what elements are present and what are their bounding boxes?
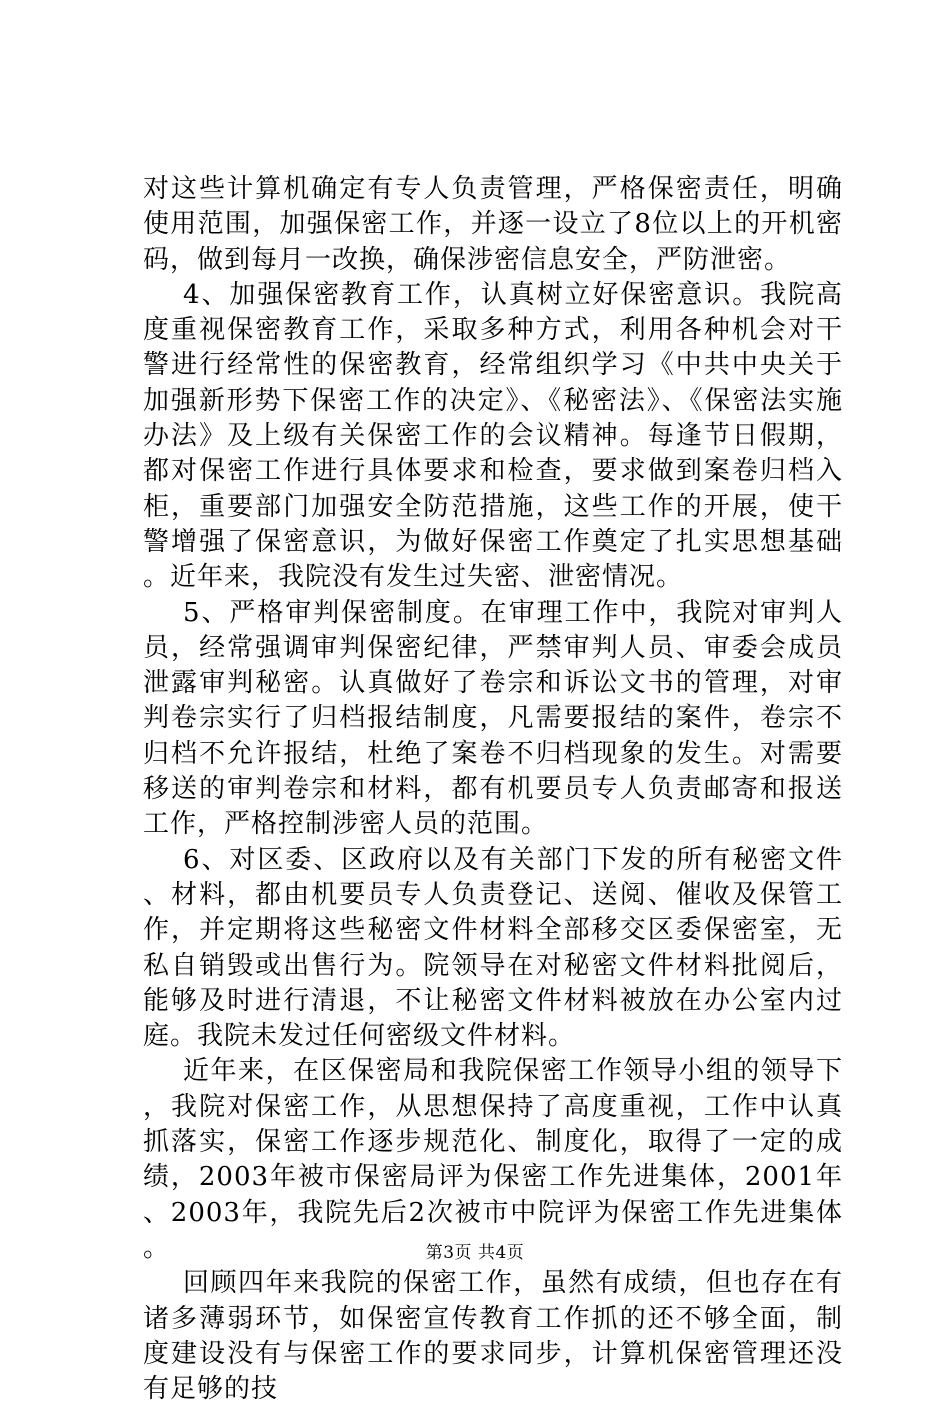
paragraph-review-weaknesses: 回顾四年来我院的保密工作，虽然有成绩，但也存在有诸多薄弱环节，如保密宣传教育工作抓的还不够全面，制度建设没有与保密工作的要求同步，计算机保密管理还没有足够的技 xyxy=(143,1268,843,1405)
paragraph-recent-achievements: 近年来，在区保密局和我院保密工作领导小组的领导下，我院对保密工作，从思想保持了高度重视，工作中认真抓落实，保密工作逐步规范化、制度化，取得了一定的成绩，2003年被市保密局评为保密工作先进集体，2001年、2003年，我院先后2次被市中院评为保密工作先进集体。 xyxy=(143,1056,843,1263)
paragraph-secret-documents: 6、对区委、区政府以及有关部门下发的所有秘密文件、材料，都由机要员专人负责登记、送阅、催收及保管工作，并定期将这些秘密文件材料全部移交区委保密室，无私自销毁或出售行为。院领导在对秘密文件材料批阅后，能够及时进行清退，不让秘密文件材料被放在办公室内过庭。我院未发过任何密级文件材料。 xyxy=(143,844,843,1052)
paragraph-computer-management: 对这些计算机确定有专人负责管理，严格保密责任，明确使用范围，加强保密工作，并逐一设立了8位以上的开机密码，做到每月一改换，确保涉密信息安全，严防泄密。 xyxy=(143,174,843,275)
page-number-footer: 第3页 共4页 xyxy=(425,1243,525,1263)
document-body xyxy=(143,172,843,1407)
paragraph-trial-secrecy: 5、严格审判保密制度。在审理工作中，我院对审判人员，经常强调审判保密纪律，严禁审判人员、审委会成员泄露审判秘密。认真做好了卷宗和诉讼文书的管理，对审判卷宗实行了归档报结制度，凡需要报结的案件，卷宗不归档不允许报结，杜绝了案卷不归档现象的发生。对需要移送的审判卷宗和材料，都有机要员专人负责邮寄和报送工作，严格控制涉密人员的范围。 xyxy=(143,597,843,840)
paragraph-secrecy-education: 4、加强保密教育工作，认真树立好保密意识。我院高度重视保密教育工作，采取多种方式，利用各种机会对干警进行经常性的保密教育，经常组织学习《中共中央关于加强新形势下保密工作的决定》、《秘密法》、《保密法实施办法》及上级有关保密工作的会议精神。每逢节日假期，都对保密工作进行具体要求和检查，要求做到案卷归档入柜，重要部门加强安全防范措施，这些工作的开展，使干警增强了保密意识，为做好保密工作奠定了扎实思想基础。近年来，我院没有发生过失密、泄密情况。 xyxy=(143,279,843,593)
